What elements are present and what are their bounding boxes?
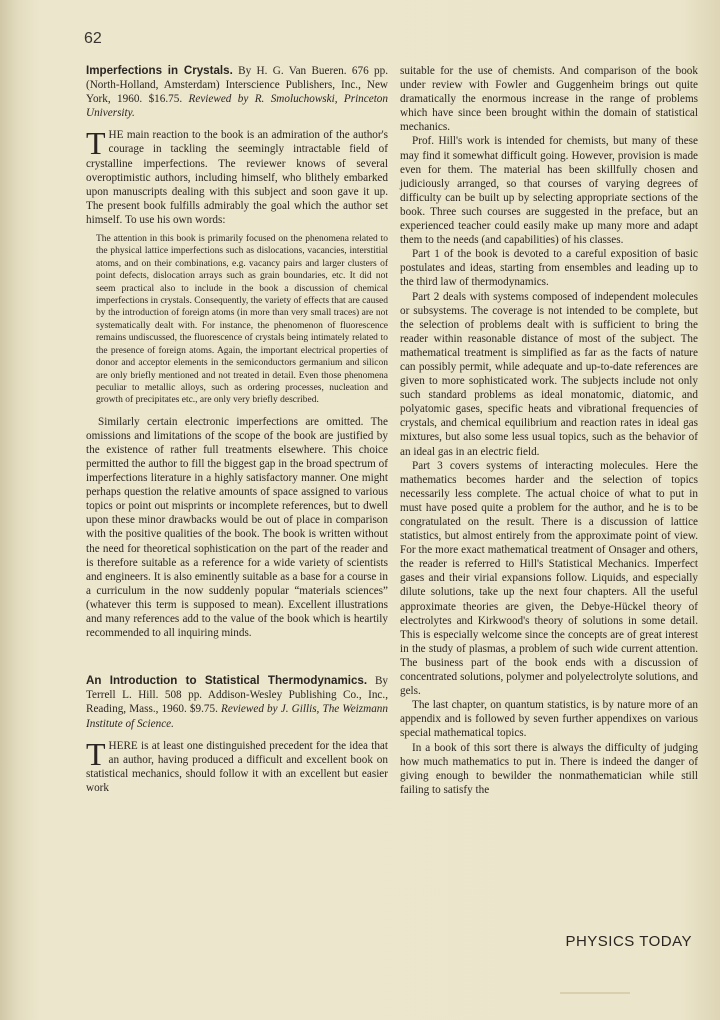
review-2-paragraph-3: Part 1 of the book is devoted to a careful exposition of basic postulates and ideas, starting from ensembles and leading up to the third law of thermodynamics. [400, 248, 698, 289]
page-smudge [560, 992, 630, 994]
review-1-dropcap: T [86, 125, 106, 162]
review-2-paragraph-1-text: HERE is at least one distinguished precedent for the idea that an author, having produced a difficult and excellent book on statistical mechanics, should follow it with an excellent but easier work [86, 739, 388, 794]
review-1-paragraph-1-text: HE main reaction to the book is an admiration of the author's courage in tackling the seemingly intractable field of crystalline imperfections. The reviewer knows of several overoptimistic authors, including himself, who blithely embarked upon manuscripts dealing with this subject and soon gave it up. The present book fulfills admirably the goal which the author set himself. To use his own words: [86, 129, 388, 226]
review-1-quote-text: The attention in this book is primarily focused on the phenomena related to the physical lattice imperfections such as dislocations, vacancies, interstitial atoms, and on their combinations, e.g. vacancy pairs and larger clusters of point defects, dislocation arrays such as grain boundaries, etc. It did not seem practical also to include in the book a discussion of chemical imperfections in crystals. Consequently, the variety of effects that are caused by the introduction of foreign atoms (in more than very small traces) are not systematically dealt with. For instance, the phenomenon of fluorescence remains undiscussed, the fluorescence of crystals being intimately related to the presence of foreign atoms. Again, the important electrical properties of donor and acceptor elements in the semiconductors germanium and silicon are only briefly mentioned and not treated in detail. Even those phenomena peculiar to metallic alloys, such as ordering processes, nucleation and growth of precipitates etc., are only very briefly described. [96, 234, 388, 406]
review-2-bibliography: By Terrell L. Hill. 508 pp. Addison-Wesley Publishing Co., Inc., Reading, Mass., 1960. $9.75. [86, 675, 388, 716]
review-2-paragraph-7: In a book of this sort there is always the difficulty of judging how much mathematics to put in. There is indeed the danger of giving enough to bewilder the nonmathematician while still failing to satisfy the [400, 741, 698, 796]
review-2-paragraph-2: Prof. Hill's work is intended for chemists, but many of these may find it somewhat difficult going. However, provision is made even for them. The material has been skillfully chosen and judiciously arranged, so that courses of varying degrees of difficulty can be built up by selecting appropriate sections of the book. Three such courses are suggested in the preface, but an experienced teacher could easily make up many more and adapt them to the needs (and capabilities) of his classes. [400, 135, 698, 247]
review-1-reviewer: Reviewed by R. Smoluchowski, Princeton University. [86, 93, 388, 120]
review-1-bibliography: By H. G. Van Bueren. 676 pp. (North-Holland, Amsterdam) Interscience Publishers, Inc., New York, 1960. $16.75. [86, 65, 388, 106]
review-2-reviewer: Reviewed by J. Gillis, The Weizmann Institute of Science. [86, 703, 388, 730]
review-2-title: An Introduction to Statistical Thermodynamics. [86, 674, 368, 688]
review-2-continued: suitable for the use of chemists. And comparison of the book under review with Fowler and Guggenheim brings out quite dramatically the enormous increase in the range of problems which have since been brought within the domain of statistical mechanics. [400, 65, 698, 134]
review-2-paragraph-1 [86, 735, 388, 795]
review-2-paragraph-4: Part 2 deals with systems composed of independent molecules or subsystems. The coverage is not intended to be complete, but the selection of problems dealt with is sufficient to bring the reader within reasonable distance of most of the subject. The mathematical treatment is simplified as far as the facts of nature can possibly permit, while adequate and up-to-date references are given to more sophisticated work. The subjects include not only such standard problems as ideal monatomic, diatomic, and polyatomic gases, specific heats and vibrational frequencies of crystals, and chemical equilibrium and reaction rates in ideal gas mixtures, but also some less usual topics, such as the behavior of an ideal gas in an electric field. [400, 290, 698, 458]
page-number: 62 [84, 30, 102, 47]
review-2-heading [86, 674, 388, 730]
review-1-paragraph-1 [86, 125, 388, 227]
review-1-heading [86, 64, 388, 120]
review-1-paragraph-2: Similarly certain electronic imperfections are omitted. The omissions and limitations of the scope of the book are justified by the existence of rather full treatments elsewhere. This choice permitted the author to fill the biggest gap in the broad spectrum of imperfections literature in a highly satisfactory manner. One might perhaps question the relative amounts of space assigned to various topics or point out misprints or incomplete references, but to dwell upon these minor drawbacks would be out of place in comparison with the positive qualities of the book. The book is written without the need for theoretical sophistication on the part of the reader and is therefore suitable as a reference for a wide variety of scientists and engineers. It is also eminently suitable as a base for a course in a curriculum in the now suddenly popular “materials sciences” (whatever this term is supposed to mean). Excellent illustrations and many references add to the value of the book which is heartily recommended to all inquiring minds. [86, 415, 388, 640]
review-1-quote [96, 233, 388, 407]
review-2-paragraph-5: Part 3 covers systems of interacting molecules. Here the mathematics becomes harder and the selection of topics necessarily less complete. The actual choice of what to put in must have posed quite a problem for the author, and he is to be congratulated on the result. There is a discussion of lattice statistics, but almost entirely from the approximate point of view. For the more exact mathematical treatment of Onsager and others, the reader is referred to Hill's Statistical Mechanics. Imperfect gases and their virial expansions follow. Liquids, and especially dilute solutions, take up the next four chapters. All the useful approximate theories are given, the Debye-Hückel theory of electrolytes and Kirkwood's theory of solutions in some detail. This is especially welcome since the concepts are of great interest in the study of plasmas, a problem of such wide current attention. The business part of the book ends with a discussion of concentrated solutions, polymer and polyelectrolyte solutions, and gels. [400, 459, 698, 698]
review-1-title: Imperfections in Crystals. [86, 64, 233, 77]
review-2-dropcap: T [86, 735, 106, 772]
footer-magazine-name: PHYSICS TODAY [565, 933, 692, 950]
right-column [400, 64, 698, 797]
review-2-paragraph-6: The last chapter, on quantum statistics, is by nature more of an appendix and is followed by seven further appendixes on various special mathematical topics. [400, 699, 698, 740]
left-column [86, 64, 388, 795]
